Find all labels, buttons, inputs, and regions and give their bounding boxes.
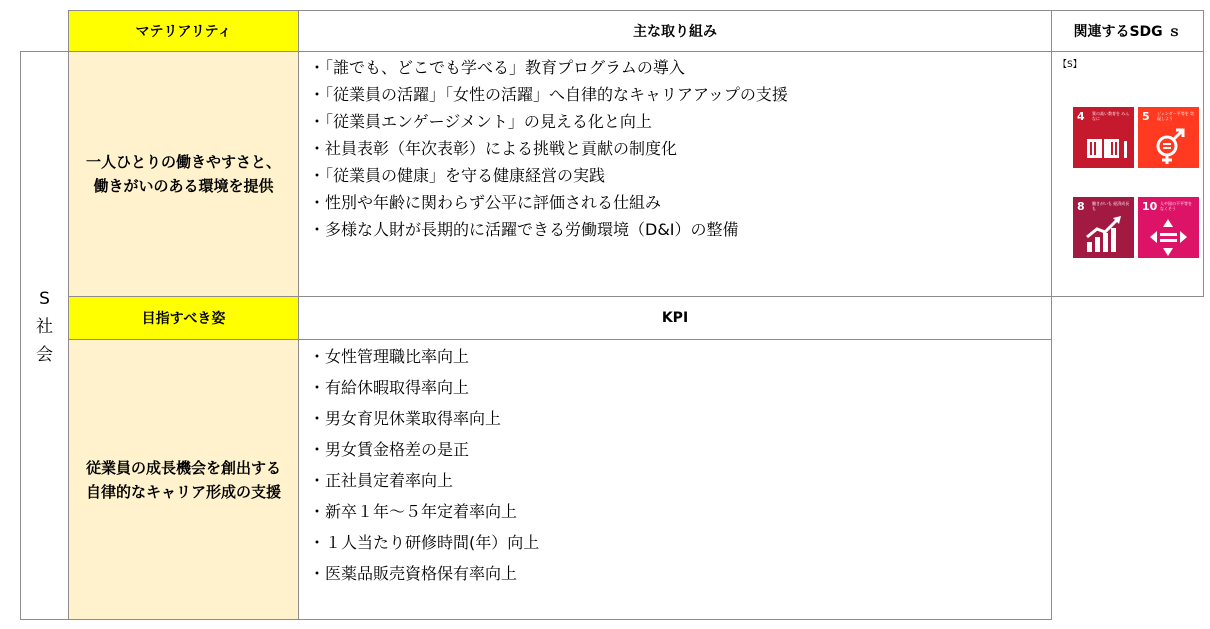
kpi-item: ・男女育児休業取得率向上 — [309, 409, 502, 428]
sdg-goal-4-icon — [1073, 107, 1134, 168]
initiative-item: ・多様な人財が長期的に活躍できる労働環境（D&I）の整備 — [309, 220, 739, 239]
header-sdgs — [1051, 10, 1204, 52]
goal-line-2: 自律的なキャリア形成の支援 — [85, 482, 281, 501]
header-kpi-label: KPI — [661, 310, 689, 326]
sdg-goal-10-icon — [1138, 197, 1199, 258]
sdg-tag: 【S】 — [1058, 60, 1082, 70]
kpi-item: ・医薬品販売資格保有率向上 — [309, 564, 518, 583]
header-goal — [68, 296, 299, 340]
sdg-goal-10-caption: 人や国の不平等を なくそう — [1160, 201, 1192, 211]
kpi-item: ・新卒１年～５年定着率向上 — [309, 502, 518, 521]
header-initiatives — [298, 10, 1052, 52]
gender-equality-icon — [1138, 107, 1199, 168]
header-initiatives-label: 主な取り組み — [633, 24, 717, 40]
header-sdgs-label: 関連するSDG ｓ — [1073, 24, 1182, 40]
initiatives-list — [309, 54, 788, 243]
sdg-goal-8-caption: 働きがいも 経済成長も — [1092, 201, 1130, 211]
sdg-goal-4-caption: 質の高い教育を みんなに — [1092, 111, 1130, 121]
header-kpi — [298, 296, 1052, 340]
kpi-item: ・有給休暇取得率向上 — [309, 378, 470, 397]
equality-arrows-icon — [1138, 197, 1199, 258]
kpi-list — [309, 341, 539, 589]
kpi-item: ・女性管理職比率向上 — [309, 347, 470, 366]
header-materiality — [68, 10, 299, 52]
book-icon — [1073, 107, 1134, 168]
initiative-item: ・「従業員の健康」を守る健康経営の実践 — [309, 166, 606, 185]
kpi-cell — [298, 339, 1052, 620]
category-char-2: 会 — [36, 345, 53, 365]
initiatives-cell — [298, 51, 1052, 297]
sdg-goal-8-number: 8 — [1077, 200, 1085, 213]
category-char-1: 社 — [36, 317, 53, 337]
kpi-item: ・１人当たり研修時間(年）向上 — [309, 533, 540, 552]
category-letter: S — [39, 289, 50, 309]
initiative-item: ・「従業員の活躍」「女性の活躍」へ自律的なキャリアアップの支援 — [309, 85, 788, 104]
materiality-line-2: 働きがいのある環境を提供 — [93, 177, 274, 195]
sdg-goal-5-icon — [1138, 107, 1199, 168]
goal-cell — [68, 339, 299, 620]
initiative-item: ・社員表彰（年次表彰）による挑戦と貢献の制度化 — [309, 139, 678, 158]
header-materiality-label: マテリアリティ — [135, 24, 232, 40]
category-cell — [20, 51, 69, 620]
kpi-item: ・男女賃金格差の是正 — [309, 440, 470, 459]
materiality-line-1: 一人ひとりの働きやすさと、 — [85, 153, 281, 171]
goal-line-1: 従業員の成長機会を創出する — [85, 458, 281, 477]
sdg-goal-10-number: 10 — [1142, 200, 1158, 213]
initiative-item: ・性別や年齢に関わらず公平に評価される仕組み — [309, 193, 662, 212]
sdg-goal-5-number: 5 — [1142, 110, 1150, 123]
header-goal-label: 目指すべき姿 — [141, 311, 226, 327]
kpi-item: ・正社員定着率向上 — [309, 471, 454, 490]
initiative-item: ・「誰でも、どこでも学べる」教育プログラムの導入 — [309, 58, 685, 77]
sdg-cell — [1051, 51, 1204, 297]
growth-chart-icon — [1073, 197, 1134, 258]
sdg-goal-5-caption: ジェンダー平等を 実現しよう — [1157, 111, 1195, 121]
sdg-goal-8-icon — [1073, 197, 1134, 258]
initiative-item: ・「従業員エンゲージメント」の見える化と向上 — [309, 112, 652, 131]
materiality-cell — [68, 51, 299, 297]
sdg-goal-4-number: 4 — [1077, 110, 1085, 123]
